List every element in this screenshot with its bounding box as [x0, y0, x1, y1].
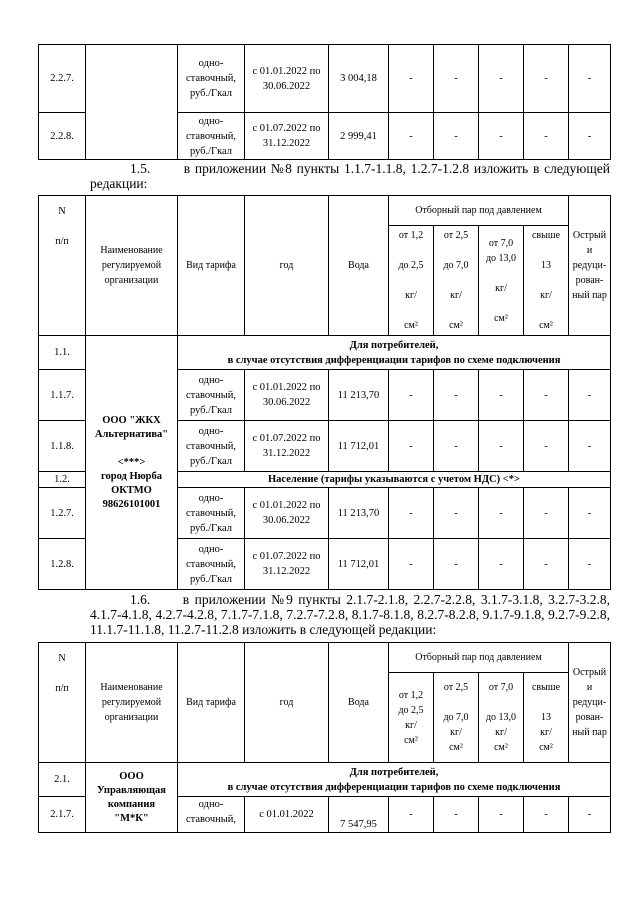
steam-header: Отборный пар под давлением	[389, 196, 569, 226]
tariff-type: одно-ставочный, руб./Гкал	[178, 488, 245, 539]
water-header: Вода	[329, 643, 389, 763]
row-number: 1.1.7.	[39, 370, 86, 421]
sharp-steam-header: Острый и редуци-рован-ный пар	[569, 196, 611, 336]
org-header: Наименование регулируемой организации	[86, 643, 178, 763]
period: с 01.01.2022 по 30.06.2022	[245, 45, 329, 113]
year-header: год	[245, 196, 329, 336]
tariff-type: одно-ставочный,	[178, 797, 245, 833]
dash: -	[389, 488, 434, 539]
tariff-type: одно-ставочный, руб./Гкал	[178, 113, 245, 160]
dash: -	[569, 370, 611, 421]
pressure-col-4: свыше 13 кг/ см²	[524, 673, 569, 763]
pressure-col-2: от 2,5 до 7,0 кг/ см²	[434, 673, 479, 763]
dash: -	[389, 113, 434, 160]
dash: -	[389, 370, 434, 421]
water-header: Вода	[329, 196, 389, 336]
pressure-col-3: от 7,0 до 13,0 кг/ см²	[479, 673, 524, 763]
tariff-type: одно-ставочный, руб./Гкал	[178, 539, 245, 590]
period: с 01.07.2022 по 31.12.2022	[245, 421, 329, 472]
steam-header: Отборный пар под давлением	[389, 643, 569, 673]
dash: -	[524, 370, 569, 421]
dash: -	[479, 421, 524, 472]
dash: -	[389, 539, 434, 590]
pressure-col-1: от 1,2 до 2,5 кг/ см²	[389, 673, 434, 763]
water-value: 2 999,41	[329, 113, 389, 160]
dash: -	[434, 45, 479, 113]
org-cell	[86, 45, 178, 160]
dash: -	[479, 113, 524, 160]
number-header	[39, 196, 86, 336]
org-name: ООО Управляющая компания "М*К"	[86, 763, 178, 833]
dash: -	[479, 539, 524, 590]
row-number: 2.2.7.	[39, 45, 86, 113]
dash: -	[389, 45, 434, 113]
type-header: Вид тарифа	[178, 196, 245, 336]
paragraph-number: 1.5.	[130, 161, 151, 176]
water-value: 7 547,95	[329, 797, 389, 833]
header-row	[39, 196, 611, 226]
tariff-table-appendix-9	[38, 642, 611, 833]
table-row	[39, 45, 611, 113]
water-value: 11 213,70	[329, 488, 389, 539]
dash: -	[434, 113, 479, 160]
section-title: Для потребителей, в случае отсутствия дифференциации тарифов по схеме подключения	[178, 763, 611, 797]
dash: -	[434, 370, 479, 421]
n-label: N	[58, 206, 66, 217]
paragraph-text: в приложении №8 пункты 1.1.7-1.1.8, 1.2.7-1.2.8 изложить в следующей редакции:	[90, 161, 611, 191]
dash: -	[434, 421, 479, 472]
row-number: 2.1.7.	[39, 797, 86, 833]
row-number: 2.1.	[39, 763, 86, 797]
dash: -	[434, 488, 479, 539]
dash: -	[569, 45, 611, 113]
dash: -	[569, 539, 611, 590]
dash: -	[434, 797, 479, 833]
dash: -	[389, 421, 434, 472]
pressure-col-2: от 2,5 до 7,0 кг/ см²	[434, 226, 479, 336]
row-number: 1.1.8.	[39, 421, 86, 472]
org-header: Наименование регулируемой организации	[86, 196, 178, 336]
tariff-type: одно-ставочный, руб./Гкал	[178, 370, 245, 421]
water-value: 11 712,01	[329, 539, 389, 590]
period: с 01.01.2022	[245, 797, 329, 833]
period: с 01.07.2022 по 31.12.2022	[245, 539, 329, 590]
pressure-col-3: от 7,0 до 13,0 кг/ см²	[479, 226, 524, 336]
row-number: 2.2.8.	[39, 113, 86, 160]
dash: -	[569, 797, 611, 833]
year-header: год	[245, 643, 329, 763]
row-number: 1.2.	[39, 472, 86, 488]
dash: -	[524, 421, 569, 472]
paragraph-1-6	[90, 592, 610, 637]
water-value: 11 213,70	[329, 370, 389, 421]
header-row	[39, 643, 611, 673]
paragraph-text: в приложении №9 пункты 2.1.7-2.1.8, 2.2.7-2.2.8, 3.1.7-3.1.8, 3.2.7-3.2.8, 4.1.7-4.1.8, 4.2.7-4.2.8, 7.1.7-7.1.8, 7.2.7-7.2.8, 8.1.7-8.1.8, 8.2.7-8.2.8, 9.1.7-9.1.8, 9.2.7-9.2.8, 11.1.7-11.1.8, 11.2.7-11.2.8 изложить в следующей редакции:	[90, 592, 611, 637]
section-row	[39, 336, 611, 370]
row-number: 1.2.7.	[39, 488, 86, 539]
npp-label: п/п	[55, 236, 69, 247]
dash: -	[524, 488, 569, 539]
row-number: 1.2.8.	[39, 539, 86, 590]
period: с 01.01.2022 по 30.06.2022	[245, 488, 329, 539]
dash: -	[524, 539, 569, 590]
paragraph-1-5	[90, 161, 610, 191]
dash: -	[389, 797, 434, 833]
period: с 01.01.2022 по 30.06.2022	[245, 370, 329, 421]
dash: -	[434, 539, 479, 590]
dash: -	[569, 113, 611, 160]
pressure-col-1: от 1,2 до 2,5 кг/ см²	[389, 226, 434, 336]
water-value: 11 712,01	[329, 421, 389, 472]
number-header: N п/п	[39, 643, 86, 763]
dash: -	[569, 488, 611, 539]
dash: -	[479, 797, 524, 833]
tariff-type: одно-ставочный, руб./Гкал	[178, 45, 245, 113]
dash: -	[524, 113, 569, 160]
tariff-table-appendix-8	[38, 195, 611, 590]
sharp-steam-header: Острый и редуци-рован-ный пар	[569, 643, 611, 763]
type-header: Вид тарифа	[178, 643, 245, 763]
tariff-type: одно-ставочный, руб./Гкал	[178, 421, 245, 472]
dash: -	[479, 45, 524, 113]
row-number: 1.1.	[39, 336, 86, 370]
section-title: Население (тарифы указываются с учетом НДС) <*>	[178, 472, 611, 488]
pressure-col-4: свыше 13 кг/ см²	[524, 226, 569, 336]
tariff-table-continued	[38, 44, 611, 160]
dash: -	[479, 488, 524, 539]
dash: -	[569, 421, 611, 472]
dash: -	[479, 370, 524, 421]
dash: -	[524, 45, 569, 113]
dash: -	[524, 797, 569, 833]
period: с 01.07.2022 по 31.12.2022	[245, 113, 329, 160]
section-title: Для потребителей, в случае отсутствия дифференциации тарифов по схеме подключения	[178, 336, 611, 370]
paragraph-number: 1.6.	[130, 592, 151, 607]
water-value: 3 004,18	[329, 45, 389, 113]
org-name: ООО "ЖКХ Альтернатива" <***> город Нюрба ОКТМО 98626101001	[86, 336, 178, 590]
section-row	[39, 763, 611, 797]
